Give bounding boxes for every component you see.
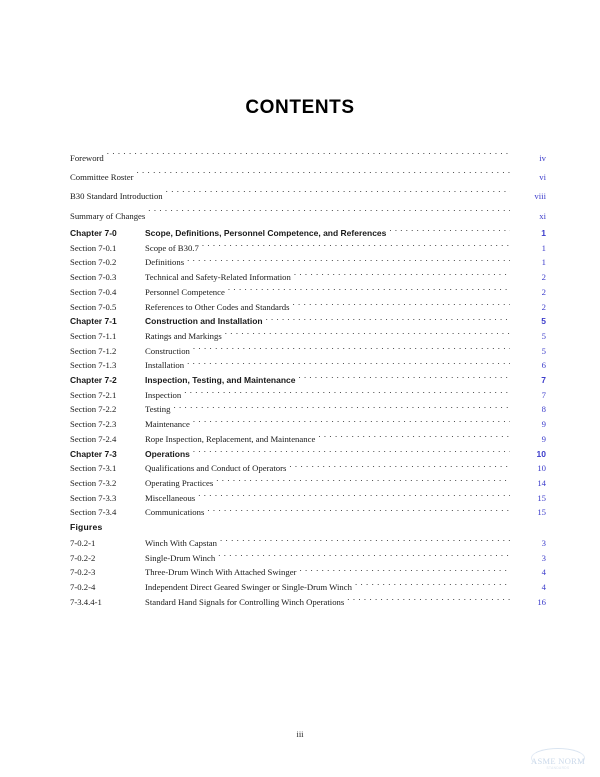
toc-row-title: Testing <box>145 404 171 415</box>
toc-leader-dots <box>355 581 510 590</box>
toc-row-label: Section 7-0.3 <box>70 272 117 283</box>
figure-row[interactable] <box>70 595 546 610</box>
toc-row-label: 7-0.2-4 <box>70 582 96 593</box>
front-matter-row[interactable] <box>70 187 546 206</box>
toc-row-label: Chapter 7-0 <box>70 228 117 238</box>
toc-row-label: Section 7-0.4 <box>70 286 117 297</box>
toc-leader-dots <box>193 448 510 457</box>
toc-row-label: 7-0.2-1 <box>70 538 96 548</box>
toc-row-label: Section 7-0.1 <box>70 242 117 253</box>
toc-leader-dots <box>207 506 510 515</box>
chapter-row[interactable] <box>70 255 546 270</box>
chapter-row[interactable] <box>70 314 546 329</box>
toc-leader-dots <box>266 315 510 324</box>
toc-row-label: Section 7-1.3 <box>70 360 117 371</box>
toc-page-number[interactable]: 16 <box>537 596 546 607</box>
toc-page-number[interactable]: 5 <box>541 330 546 341</box>
chapter-row[interactable] <box>70 373 546 388</box>
figures-list <box>70 536 546 610</box>
toc-page-number[interactable]: 2 <box>541 272 546 283</box>
toc-page-number[interactable]: 8 <box>541 404 546 415</box>
toc-row-label: Section 7-1.1 <box>70 330 117 341</box>
toc-page-number[interactable]: 7 <box>541 375 546 386</box>
figure-row[interactable] <box>70 565 546 580</box>
toc-page-number[interactable]: 2 <box>541 301 546 312</box>
toc-leader-dots <box>166 190 510 199</box>
chapter-row[interactable] <box>70 476 546 491</box>
toc-page-number[interactable]: xi <box>539 210 546 221</box>
toc-leader-dots <box>289 462 510 471</box>
toc-row-title: Qualifications and Conduct of Operators <box>145 463 287 474</box>
toc-page-number[interactable]: 15 <box>537 492 546 503</box>
toc-row-label: Section 7-3.4 <box>70 507 117 518</box>
front-matter-row[interactable] <box>70 207 546 226</box>
toc-row-label: 7-0.2-2 <box>70 552 96 563</box>
toc-row-label: Section 7-3.3 <box>70 492 117 503</box>
toc-row-label: Section 7-1.2 <box>70 345 117 356</box>
page-folio: iii <box>296 729 304 739</box>
toc-page-number[interactable]: iv <box>539 153 546 163</box>
toc-row-title: Maintenance <box>145 419 190 430</box>
toc-leader-dots <box>216 477 510 486</box>
chapter-row[interactable] <box>70 300 546 315</box>
toc-page-number[interactable]: vi <box>539 172 546 183</box>
chapters-list <box>70 226 546 520</box>
toc-leader-dots <box>318 433 510 442</box>
toc-row-title: B30 Standard Introduction <box>70 191 163 202</box>
chapter-row[interactable] <box>70 505 546 520</box>
chapter-row[interactable] <box>70 329 546 344</box>
toc-row-label: 7-0.2-3 <box>70 567 96 578</box>
toc-leader-dots <box>293 301 510 310</box>
toc-page-number[interactable]: 9 <box>541 419 546 430</box>
toc-page-number[interactable]: 7 <box>541 389 546 400</box>
toc-row-title: References to Other Codes and Standards <box>145 301 290 312</box>
toc-row-title: Installation <box>145 360 185 371</box>
chapter-row[interactable] <box>70 461 546 476</box>
figure-row[interactable] <box>70 551 546 566</box>
toc-row-label: Chapter 7-3 <box>70 448 117 459</box>
toc-row-label: Chapter 7-1 <box>70 316 117 327</box>
toc-row-title: Single-Drum Winch <box>145 552 216 563</box>
toc-leader-dots <box>184 389 510 398</box>
figure-row[interactable] <box>70 536 546 551</box>
toc-leader-dots <box>299 374 510 383</box>
logo-subtitle: STANDARDS <box>546 766 570 770</box>
toc-row-title: Inspection <box>145 389 182 400</box>
chapter-row[interactable] <box>70 388 546 403</box>
toc-page-number[interactable]: 5 <box>541 345 546 356</box>
toc-row-label: 7-3.4.4-1 <box>70 596 102 607</box>
toc-row-title: Foreword <box>70 153 104 163</box>
toc-page-number[interactable]: 3 <box>541 552 546 563</box>
toc-page-number[interactable]: 4 <box>541 567 546 578</box>
toc-row-title: Scope of B30.7 <box>145 242 199 253</box>
toc-page-number[interactable]: 2 <box>541 286 546 297</box>
chapter-row[interactable] <box>70 417 546 432</box>
toc-page-number[interactable]: 1 <box>541 257 546 268</box>
toc-row-label: Section 7-3.2 <box>70 477 117 488</box>
toc-leader-dots <box>187 256 510 265</box>
toc-leader-dots <box>294 271 510 280</box>
chapter-row[interactable] <box>70 358 546 373</box>
chapter-row[interactable] <box>70 447 546 462</box>
toc-leader-dots <box>193 418 510 427</box>
toc-row-title: Independent Direct Geared Swinger or Single-Drum Winch <box>145 582 352 593</box>
toc-leader-dots <box>218 552 510 561</box>
chapter-row[interactable] <box>70 432 546 447</box>
toc-leader-dots <box>202 242 510 251</box>
chapter-row[interactable] <box>70 344 546 359</box>
toc-row-title: Definitions <box>145 257 185 268</box>
toc-row-title: Summary of Changes <box>70 210 146 221</box>
toc-page-number[interactable]: 15 <box>537 507 546 518</box>
front-matter-row[interactable] <box>70 149 546 168</box>
chapter-row[interactable] <box>70 270 546 285</box>
toc-page-number[interactable]: viii <box>534 191 546 202</box>
toc-row-label: Section 7-3.1 <box>70 463 117 474</box>
toc-page-number[interactable]: 4 <box>541 582 546 593</box>
toc-page-number[interactable]: 14 <box>537 477 546 488</box>
toc-page-number[interactable]: 10 <box>537 463 546 474</box>
toc-row-title: Operating Practices <box>145 477 214 488</box>
toc-row-label: Section 7-2.3 <box>70 419 117 430</box>
toc-leader-dots <box>193 345 510 354</box>
page-title: CONTENTS <box>245 97 355 118</box>
toc-leader-dots <box>220 537 510 546</box>
chapter-row[interactable] <box>70 491 546 506</box>
toc-leader-dots <box>389 227 510 236</box>
toc-row-title: Construction <box>145 345 190 356</box>
toc-leader-dots <box>187 359 510 368</box>
toc-row-label: Section 7-0.5 <box>70 301 117 312</box>
toc-page-number[interactable]: 1 <box>541 228 546 238</box>
toc-row-title: Rope Inspection, Replacement, and Maintenance <box>145 433 316 444</box>
toc-leader-dots <box>347 596 510 605</box>
front-matter-row[interactable] <box>70 168 546 187</box>
toc-leader-dots <box>228 286 510 295</box>
figure-row[interactable] <box>70 580 546 595</box>
toc-leader-dots <box>148 210 510 219</box>
chapter-row[interactable] <box>70 402 546 417</box>
toc-leader-dots <box>107 152 510 161</box>
toc-row-title: Committee Roster <box>70 172 134 183</box>
toc-leader-dots <box>225 330 510 339</box>
toc-row-label: Section 7-0.2 <box>70 257 117 268</box>
toc-row-title: Scope, Definitions, Personnel Competence, and References <box>145 228 387 238</box>
toc-row-label: Section 7-2.2 <box>70 404 117 415</box>
toc-row-title: Standard Hand Signals for Controlling Winch Operations <box>145 596 345 607</box>
toc-row-title: Construction and Installation <box>145 316 263 327</box>
chapter-row[interactable] <box>70 226 546 241</box>
toc-row-title: Personnel Competence <box>145 286 225 297</box>
toc-row-label: Section 7-2.1 <box>70 389 117 400</box>
front-matter-list <box>70 149 546 226</box>
chapter-row[interactable] <box>70 241 546 256</box>
toc-page-number[interactable]: 10 <box>536 448 546 459</box>
toc-row-title: Communications <box>145 507 205 518</box>
toc-row-title: Miscellaneous <box>145 492 196 503</box>
figures-heading: Figures <box>70 522 103 532</box>
toc-page-number[interactable]: 9 <box>541 433 546 444</box>
toc-leader-dots <box>173 403 510 412</box>
chapter-row[interactable] <box>70 285 546 300</box>
asme-norm-logo <box>522 747 594 773</box>
toc-leader-dots <box>198 492 510 501</box>
toc-row-title: Ratings and Markings <box>145 330 222 341</box>
toc-row-title: Winch With Capstan <box>145 538 218 548</box>
toc-row-title: Inspection, Testing, and Maintenance <box>145 375 296 386</box>
logo-wordmark: ASME NORM <box>531 756 585 766</box>
toc-row-title: Three-Drum Winch With Attached Swinger <box>145 567 297 578</box>
toc-row-label: Chapter 7-2 <box>70 375 117 386</box>
toc-page-number[interactable]: 1 <box>541 242 546 253</box>
toc-row-title: Operations <box>145 448 190 459</box>
toc-row-title: Technical and Safety-Related Information <box>145 272 291 283</box>
toc-page-number[interactable]: 6 <box>541 360 546 371</box>
toc-leader-dots <box>299 566 510 575</box>
toc-page-number[interactable]: 5 <box>541 316 546 327</box>
toc-row-label: Section 7-2.4 <box>70 433 117 444</box>
toc-leader-dots <box>136 171 510 180</box>
toc-page-number[interactable]: 3 <box>541 538 546 548</box>
